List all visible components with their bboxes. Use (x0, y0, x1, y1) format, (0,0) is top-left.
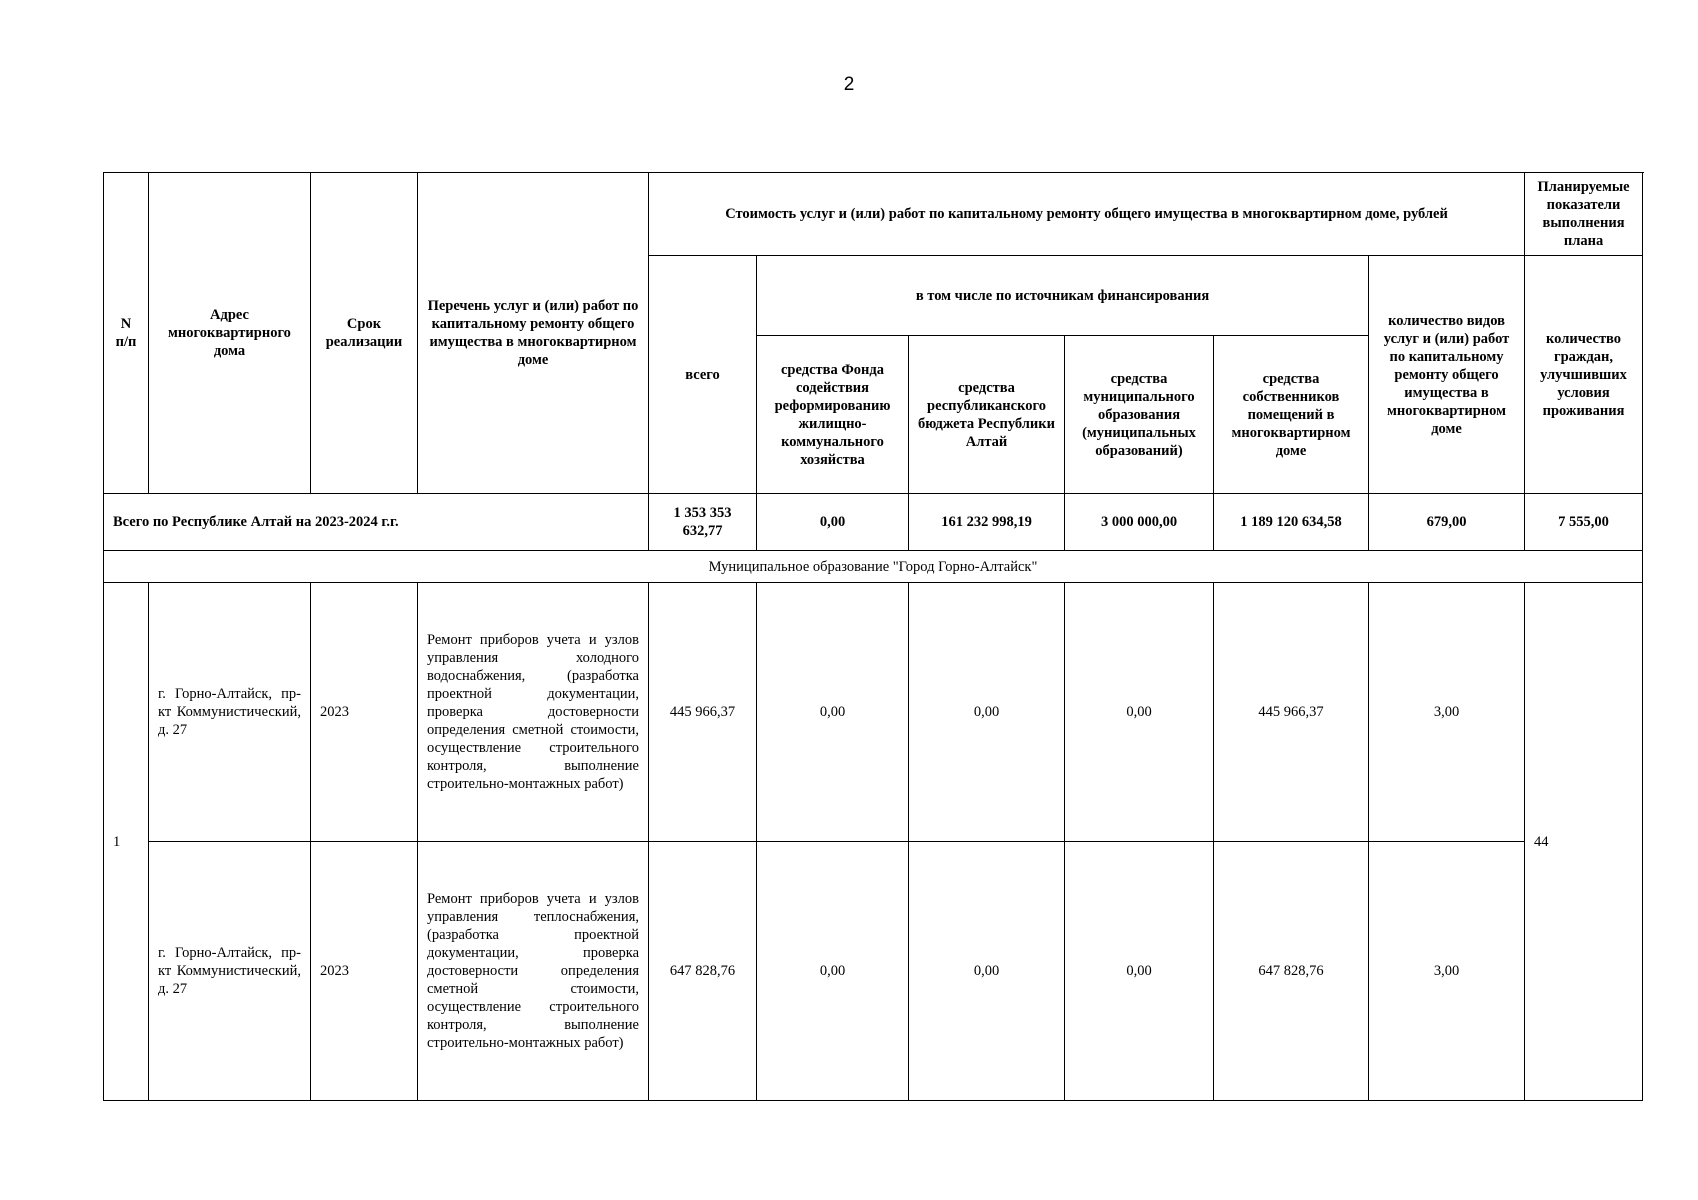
row-citizens: 44 (1525, 583, 1643, 1101)
page-number: 2 (843, 74, 855, 95)
header-kinds-count: количество видов услуг и (или) работ по капитальному ремонту общего имущества в многоквартирном доме (1369, 256, 1525, 494)
row-fund: 0,00 (757, 583, 909, 842)
summary-owners: 1 189 120 634,58 (1214, 494, 1369, 551)
row-term: 2023 (311, 842, 418, 1101)
summary-citizens: 7 555,00 (1525, 494, 1643, 551)
row-owners: 445 966,37 (1214, 583, 1369, 842)
header-citizens-count: количество граждан, улучшивших условия проживания (1525, 256, 1643, 494)
table-row (104, 583, 1643, 842)
header-indicators-group: Планируемые показатели выполнения плана (1525, 173, 1643, 256)
row-works: Ремонт приборов учета и узлов управления холодного водоснабжения, (разработка проектной документации, проверка достоверности определения сметной стоимости, осуществление строительного контроля, выполнение строительно-монтажных работ) (418, 583, 649, 842)
summary-total: 1 353 353 632,77 (649, 494, 757, 551)
header-num: N п/п (104, 173, 149, 494)
header-owners: средства собственников помещений в многоквартирном доме (1214, 336, 1369, 494)
summary-kinds: 679,00 (1369, 494, 1525, 551)
header-term: Срок реализации (311, 173, 418, 494)
header-address: Адрес многоквартирного дома (149, 173, 311, 494)
summary-row (104, 494, 1643, 551)
row-total: 445 966,37 (649, 583, 757, 842)
row-address: г. Горно-Алтайск, пр-кт Коммунистический, д. 27 (149, 842, 311, 1101)
row-number: 1 (104, 583, 149, 1101)
capital-repair-plan-table (103, 172, 1643, 1101)
row-fund: 0,00 (757, 842, 909, 1101)
row-kinds: 3,00 (1369, 842, 1525, 1101)
summary-label: Всего по Республике Алтай на 2023-2024 г.г. (104, 494, 649, 551)
header-republic: средства республиканского бюджета Республики Алтай (909, 336, 1065, 494)
header-total: всего (649, 256, 757, 494)
summary-republic: 161 232 998,19 (909, 494, 1065, 551)
header-works: Перечень услуг и (или) работ по капитальному ремонту общего имущества в многоквартирном доме (418, 173, 649, 494)
row-kinds: 3,00 (1369, 583, 1525, 842)
row-total: 647 828,76 (649, 842, 757, 1101)
row-municipal: 0,00 (1065, 842, 1214, 1101)
header-sources-group: в том числе по источникам финансирования (757, 256, 1369, 336)
row-address: г. Горно-Алтайск, пр-кт Коммунистический, д. 27 (149, 583, 311, 842)
row-owners: 647 828,76 (1214, 842, 1369, 1101)
header-fund: средства Фонда содействия реформированию жилищно-коммунального хозяйства (757, 336, 909, 494)
summary-municipal: 3 000 000,00 (1065, 494, 1214, 551)
municipality-title: Муниципальное образование "Город Горно-Алтайск" (104, 551, 1643, 583)
row-republic: 0,00 (909, 583, 1065, 842)
header-municipal: средства муниципального образования (муниципальных образований) (1065, 336, 1214, 494)
municipality-row (104, 551, 1643, 583)
header-cost-group: Стоимость услуг и (или) работ по капитальному ремонту общего имущества в многоквартирном доме, рублей (649, 173, 1525, 256)
row-municipal: 0,00 (1065, 583, 1214, 842)
row-term: 2023 (311, 583, 418, 842)
table-row (104, 842, 1643, 1101)
row-republic: 0,00 (909, 842, 1065, 1101)
row-works: Ремонт приборов учета и узлов управления теплоснабжения, (разработка проектной документации, проверка достоверности определения сметной стоимости, осуществление строительного контроля, выполнение строительно-монтажных работ) (418, 842, 649, 1101)
summary-fund: 0,00 (757, 494, 909, 551)
